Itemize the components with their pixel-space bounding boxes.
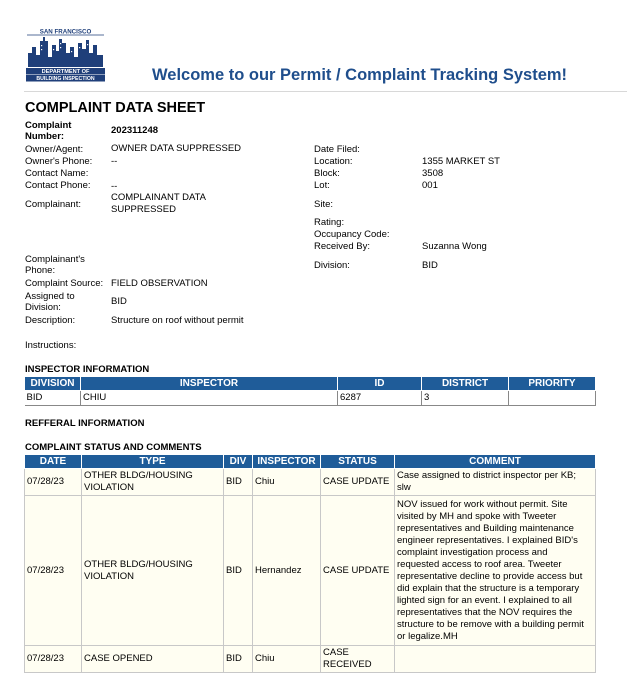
owner-phone-value: -- (111, 156, 118, 167)
description-value: Structure on roof without permit (111, 315, 244, 326)
row-status: CASE UPDATE (321, 496, 395, 646)
status-row (25, 496, 596, 646)
row-comment (395, 646, 596, 673)
status-row (25, 469, 596, 496)
inspector-header-row (25, 377, 596, 391)
row-status: CASE RECEIVED (321, 646, 395, 673)
assigned-division-label: Assigned to Division: (25, 291, 75, 313)
complainant-line1: COMPLAINANT DATA (111, 192, 207, 203)
logo-line1: SAN FRANCISCO (39, 28, 92, 36)
status-heading: COMPLAINT STATUS AND COMMENTS (25, 442, 202, 453)
row-date: 07/28/23 (25, 469, 82, 496)
description-label: Description: (25, 315, 76, 326)
inspector-name: CHIU (81, 391, 338, 406)
complaint-number: 202311248 (111, 125, 159, 136)
inspector-district: 3 (422, 391, 509, 406)
complainant-label: Complainant: (25, 199, 81, 210)
logo-line3: BUILDING INSPECTION (36, 76, 95, 82)
row-div: BID (224, 469, 253, 496)
contact-phone-label: Contact Phone: (25, 180, 91, 191)
col-comment: COMMENT (395, 455, 596, 469)
col-div: DIV (224, 455, 253, 469)
complainant-value (111, 192, 206, 216)
division-value: BID (422, 260, 438, 271)
col-id: ID (338, 377, 422, 391)
status-table (24, 454, 596, 673)
division-label: Division: (314, 260, 350, 271)
location-label: Location: (314, 156, 353, 167)
owner-agent-value: OWNER DATA SUPPRESSED (111, 143, 242, 154)
date-filed-label: Date Filed: (314, 144, 360, 155)
inspector-priority (509, 391, 596, 406)
owner-phone-label: Owner's Phone: (25, 156, 93, 167)
dbi-logo[interactable] (26, 27, 105, 82)
row-status: CASE UPDATE (321, 469, 395, 496)
col-status: STATUS (321, 455, 395, 469)
dbi-logo-graphic (26, 27, 105, 82)
complainant-phone-label: Complainant's Phone: (25, 254, 85, 276)
instructions-label: Instructions: (25, 340, 77, 351)
inspector-id: 6287 (338, 391, 422, 406)
owner-agent-label: Owner/Agent: (25, 144, 84, 155)
col-district: DISTRICT (422, 377, 509, 391)
complaint-source-label: Complaint Source: (25, 278, 104, 289)
row-date: 07/28/23 (25, 646, 82, 673)
block-label: Block: (314, 168, 340, 179)
received-by-label: Received By: (314, 241, 370, 252)
col-inspector: INSPECTOR (81, 377, 338, 391)
status-header-row (25, 455, 596, 469)
inspector-table (24, 376, 596, 406)
lot-value: 001 (422, 180, 438, 191)
row-div: BID (224, 646, 253, 673)
referral-heading: REFFERAL INFORMATION (25, 418, 145, 429)
occupancy-code-label: Occupancy Code: (314, 229, 390, 240)
rating-label: Rating: (314, 217, 345, 228)
row-type: CASE OPENED (82, 646, 224, 673)
col-inspector: INSPECTOR (253, 455, 321, 469)
block-value: 3508 (422, 168, 444, 179)
inspector-info-heading: INSPECTOR INFORMATION (25, 364, 150, 375)
row-inspector: Chiu (253, 469, 321, 496)
welcome-heading: Welcome to our Permit / Complaint Tracking System! (152, 66, 568, 84)
row-type: OTHER BLDG/HOUSING VIOLATION (82, 469, 224, 496)
inspector-division: BID (25, 391, 81, 406)
location-value: 1355 MARKET ST (422, 156, 500, 167)
col-division: DIVISION (25, 377, 81, 391)
row-comment: NOV issued for work without permit. Site visited by MH and spoke with Tweeter representatives and Building maintenance engineer representatives. I explained BID's complaint investigation process and requested access to roof area. Tweeter representative decline to provide access but did explain that the structure is a temporary lighted sign for an event. I explained to all representatives that the NOV requires the structure to be remove with a building permit or legalize.MH (395, 496, 596, 646)
row-inspector: Chiu (253, 646, 321, 673)
logo-line2: DEPARTMENT OF (41, 69, 90, 76)
complaint-number-label: Complaint Number: (25, 120, 72, 142)
row-comment: Case assigned to district inspector per KB; slw (395, 469, 596, 496)
lot-label: Lot: (314, 180, 330, 191)
col-date: DATE (25, 455, 82, 469)
row-date: 07/28/23 (25, 496, 82, 646)
contact-phone-value: -- (111, 181, 118, 192)
received-by-value: Suzanna Wong (422, 241, 487, 252)
complainant-line2: SUPPRESSED (111, 204, 176, 215)
inspector-row (25, 391, 596, 406)
site-label: Site: (314, 199, 334, 210)
row-inspector: Hernandez (253, 496, 321, 646)
status-row (25, 646, 596, 673)
row-div: BID (224, 496, 253, 646)
assigned-division-value: BID (111, 296, 127, 307)
row-type: OTHER BLDG/HOUSING VIOLATION (82, 496, 224, 646)
header-divider (24, 91, 627, 92)
contact-name-label: Contact Name: (25, 168, 89, 179)
page-title: COMPLAINT DATA SHEET (25, 100, 206, 116)
complaint-source-value: FIELD OBSERVATION (111, 278, 208, 289)
col-type: TYPE (82, 455, 224, 469)
col-priority: PRIORITY (509, 377, 596, 391)
